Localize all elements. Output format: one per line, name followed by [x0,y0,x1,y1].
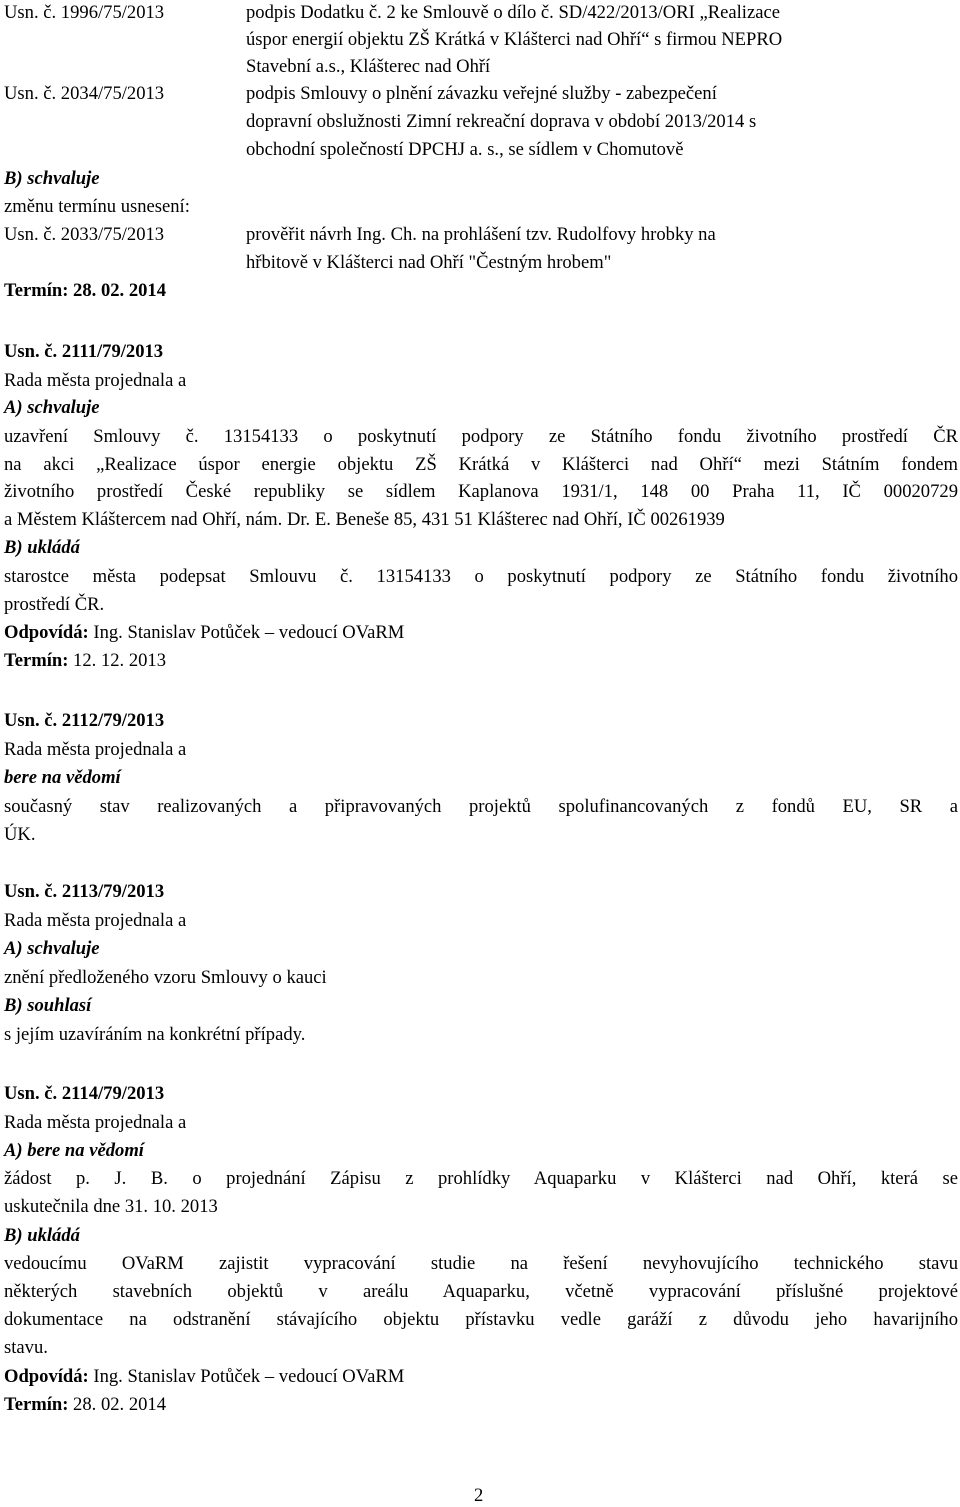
section-b-heading: B) schvaluje [4,168,100,189]
resolution-2033-line-2: hřbitově v Klášterci nad Ohří "Čestným hrobem" [246,252,612,273]
resolution-2114-number: Usn. č. 2114/79/2013 [4,1083,165,1104]
resolution-2111-a-heading: A) schvaluje [4,397,100,418]
resolution-2111-b-line-1: starostce města podepsat Smlouvu č. 13154133 o poskytnutí podpory ze Státního fondu životního [4,566,958,587]
resolution-2114-a-line-2: uskutečnila dne 31. 10. 2013 [4,1196,218,1217]
resolution-2113-a-heading: A) schvaluje [4,938,100,959]
resolution-2034-ref: Usn. č. 2034/75/2013 [4,83,165,104]
resolution-1996-line-3: Stavební a.s., Klášterec nad Ohří [246,56,491,77]
termin-value: 28. 02. 2014 [73,280,167,301]
resolution-2111-number: Usn. č. 2111/79/2013 [4,341,164,362]
resolution-2112-heading: bere na vědomí [4,767,121,788]
termin-label: Termín: [4,280,69,301]
odpovida-value: Ing. Stanislav Potůček – vedoucí OVaRM [93,1366,405,1387]
resolution-2114-b-line-2: některých stavebních objektů v areálu Aquaparku, včetně vypracování příslušné projektové [4,1281,958,1302]
termin-label: Termín: [4,650,69,671]
top-termin [4,280,166,302]
resolution-2113-a-text: znění předloženého vzoru Smlouvy o kauci [4,967,327,988]
resolution-2113-b-text: s jejím uzavíráním na konkrétní případy. [4,1024,306,1045]
resolution-2034-line-2: dopravní obslužnosti Zimní rekreační doprava v období 2013/2014 s [246,111,757,132]
resolution-2114-b-line-4: stavu. [4,1337,48,1358]
resolution-2114-intro: Rada města projednala a [4,1112,187,1133]
resolution-2114-a-line-1: žádost p. J. B. o projednání Zápisu z prohlídky Aquaparku v Klášterci nad Ohří, která se [4,1168,958,1189]
resolution-2114-a-heading: A) bere na vědomí [4,1140,144,1161]
resolution-2113-b-heading: B) souhlasí [4,995,92,1016]
resolution-2033-ref: Usn. č. 2033/75/2013 [4,224,165,245]
resolution-2034-line-1: podpis Smlouvy o plnění závazku veřejné služby - zabezpečení [246,83,717,104]
termin-value: 28. 02. 2014 [73,1394,167,1415]
termin-value: 12. 12. 2013 [73,650,167,671]
resolution-2114-b-line-3: dokumentace na odstranění stávajícího objektu přístavku vedle garáží z důvodu jeho havarijního [4,1309,958,1330]
termin-label: Termín: [4,1394,69,1415]
resolution-2111-a-line-1: uzavření Smlouvy č. 13154133 o poskytnutí podpory ze Státního fondu životního prostředí ČR [4,426,958,447]
resolution-2034-line-3: obchodní společností DPCHJ a. s., se sídlem v Chomutově [246,139,684,160]
section-b-text: změnu termínu usnesení: [4,196,190,217]
resolution-2111-intro: Rada města projednala a [4,370,187,391]
resolution-2111-b-line-2: prostředí ČR. [4,594,105,615]
resolution-2111-odpovida [4,622,404,644]
page-number: 2 [474,1485,484,1506]
resolution-2112-line-2: ÚK. [4,824,36,845]
resolution-2113-intro: Rada města projednala a [4,910,187,931]
resolution-2114-b-heading: B) ukládá [4,1225,80,1246]
resolution-1996-line-2: úspor energií objektu ZŠ Krátká v Klášterci nad Ohří“ s firmou NEPRO [246,29,783,50]
resolution-2111-termin [4,650,166,672]
resolution-2111-b-heading: B) ukládá [4,537,80,558]
resolution-2111-a-line-2: na akci „Realizace úspor energie objektu ZŠ Krátká v Klášterci nad Ohří“ mezi Státním fondem [4,454,958,475]
resolution-1996-ref: Usn. č. 1996/75/2013 [4,2,165,23]
resolution-2112-line-1: současný stav realizovaných a připravovaných projektů spolufinancovaných z fondů EU, SR a [4,796,958,817]
resolution-1996-line-1: podpis Dodatku č. 2 ke Smlouvě o dílo č. SD/422/2013/ORI „Realizace [246,2,780,23]
resolution-2112-intro: Rada města projednala a [4,739,187,760]
resolution-2114-odpovida [4,1366,404,1388]
resolution-2114-termin [4,1394,166,1416]
resolution-2114-b-line-1: vedoucímu OVaRM zajistit vypracování studie na řešení nevyhovujícího technického stavu [4,1253,958,1274]
resolution-2033-line-1: prověřit návrh Ing. Ch. na prohlášení tzv. Rudolfovy hrobky na [246,224,716,245]
odpovida-label: Odpovídá: [4,622,89,643]
resolution-2112-number: Usn. č. 2112/79/2013 [4,710,165,731]
resolution-2111-a-line-4: a Městem Kláštercem nad Ohří, nám. Dr. E. Beneše 85, 431 51 Klášterec nad Ohří, IČ 00261939 [4,509,725,530]
odpovida-value: Ing. Stanislav Potůček – vedoucí OVaRM [93,622,405,643]
resolution-2113-number: Usn. č. 2113/79/2013 [4,881,165,902]
resolution-2111-a-line-3: životního prostředí České republiky se sídlem Kaplanova 1931/1, 148 00 Praha 11, IČ 00020729 [4,481,958,502]
odpovida-label: Odpovídá: [4,1366,89,1387]
